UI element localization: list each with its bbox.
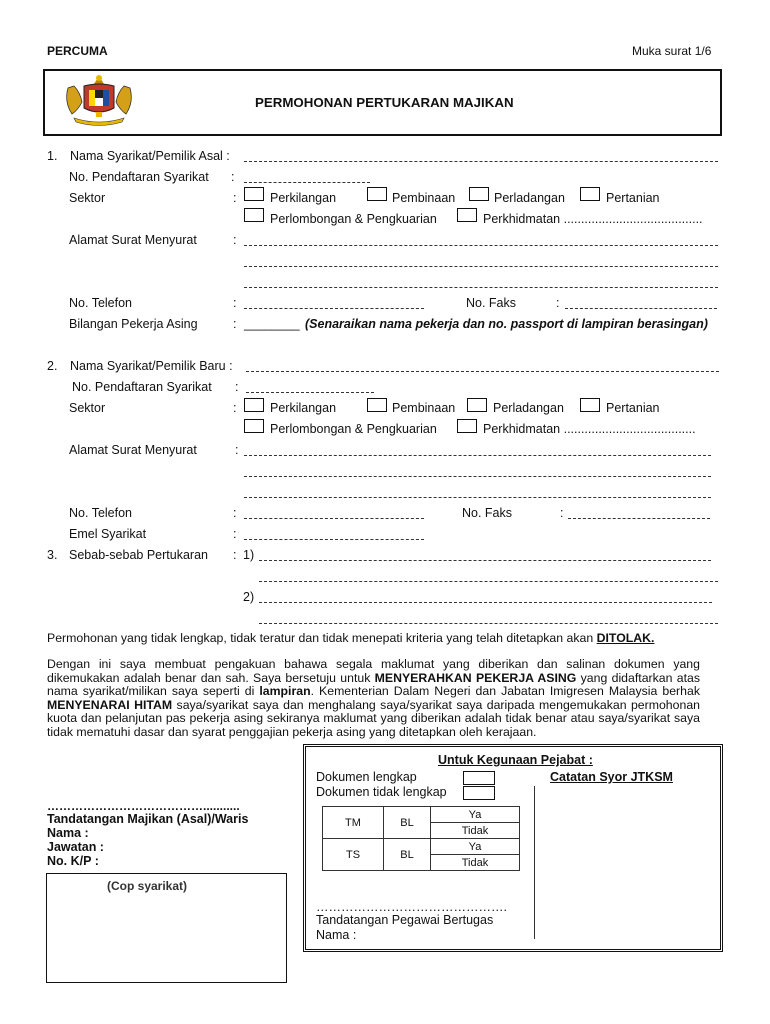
s1-address-line-1[interactable]	[244, 245, 718, 246]
s2-reg-label: No. Pendaftaran Syarikat	[72, 380, 212, 394]
s2-sector-colon: :	[233, 401, 237, 415]
s2-sector-perlombongan: Perlombongan & Pengkuarian	[270, 422, 437, 436]
s1-sector-pertanian: Pertanian	[606, 191, 660, 205]
s2-checkbox-perlombongan[interactable]	[244, 419, 264, 433]
s1-reg-colon: :	[231, 170, 235, 184]
employer-signature-dots[interactable]: …………………………………...........	[47, 799, 240, 813]
section3-number: 3.	[47, 548, 58, 562]
declaration-part-1: Dengan ini saya membuat pengakuan bahawa segala maklumat yang diberikan dan salinan dokumen yang dikemukakan adalah benar dan sah. Saya bersetuju untuk	[47, 657, 700, 685]
s1-address-colon: :	[233, 233, 237, 247]
s1-fax-label: No. Faks	[466, 296, 517, 310]
s1-phone-field[interactable]	[244, 308, 424, 309]
s2-sector-perladangan: Perladangan	[493, 401, 564, 415]
page-number: Muka surat 1/6	[632, 44, 712, 58]
s1-reg-label: No. Pendaftaran Syarikat	[69, 170, 209, 184]
notice-rejected: DITOLAK.	[596, 631, 655, 645]
s2-phone-colon: :	[233, 506, 237, 520]
s1-checkbox-pembinaan[interactable]	[367, 187, 387, 201]
notice-text: Permohonan yang tidak lengkap, tidak teratur dan tidak menepati kriteria yang telah ditetapkan akan	[47, 631, 597, 645]
officer-signature-label: Tandatangan Pegawai Bertugas	[316, 913, 494, 927]
s2-email-colon: :	[233, 527, 237, 541]
s1-name-field[interactable]	[244, 161, 718, 162]
s1-checkbox-perlombongan[interactable]	[244, 208, 264, 222]
s2-address-line-2[interactable]	[244, 476, 711, 477]
jtksm-notes-title: Catatan Syor JTKSM	[550, 770, 673, 784]
s2-sector-pertanian: Pertanian	[606, 401, 660, 415]
s3-label: Sebab-sebab Pertukaran	[69, 548, 208, 562]
s2-sector-label: Sektor	[69, 401, 106, 415]
s2-sector-perkhidmatan: Perkhidmatan ......................................	[483, 422, 696, 436]
s2-name-field[interactable]	[246, 371, 719, 372]
s1-phone-colon: :	[233, 296, 237, 310]
s2-checkbox-pembinaan[interactable]	[367, 398, 387, 412]
s1-address-line-3[interactable]	[244, 287, 718, 288]
office-divider	[534, 786, 535, 939]
free-label: PERCUMA	[47, 44, 108, 58]
s3-reason1-line-2[interactable]	[259, 581, 718, 582]
s2-checkbox-perkhidmatan[interactable]	[457, 419, 477, 433]
employer-name-label: Nama :	[47, 826, 89, 840]
s2-fax-label: No. Faks	[462, 506, 513, 520]
officer-name-label: Nama :	[316, 928, 357, 942]
s1-fax-field[interactable]	[565, 308, 717, 309]
s1-address-line-2[interactable]	[244, 266, 718, 267]
s1-name-label: Nama Syarikat/Pemilik Asal :	[70, 149, 230, 163]
s3-item1-number: 1)	[243, 548, 255, 562]
s2-phone-label: No. Telefon	[69, 506, 133, 520]
s2-sector-perkilangan: Perkilangan	[270, 401, 337, 415]
s3-reason2-line-1[interactable]	[259, 602, 712, 603]
declaration-blacklist: MENYENARAI HITAM	[47, 697, 173, 712]
docs-complete-label: Dokumen lengkap	[316, 770, 417, 784]
docs-incomplete-label: Dokumen tidak lengkap	[316, 785, 447, 799]
form-title: PERMOHONAN PERTUKARAN MAJIKAN	[255, 95, 514, 110]
s2-sector-pembinaan: Pembinaan	[392, 401, 456, 415]
incomplete-notice	[47, 631, 654, 645]
employer-position-label: Jawatan :	[47, 840, 104, 854]
s2-fax-field[interactable]	[568, 518, 710, 519]
s2-email-field[interactable]	[244, 539, 424, 540]
s1-fax-colon: :	[556, 296, 560, 310]
s2-name-label: Nama Syarikat/Pemilik Baru :	[70, 359, 233, 373]
s1-workers-note: (Senaraikan nama pekerja dan no. passport di lampiran berasingan)	[305, 317, 708, 331]
s2-phone-field[interactable]	[244, 518, 424, 519]
s1-sector-perlombongan: Perlombongan & Pengkuarian	[270, 212, 437, 226]
s1-checkbox-pertanian[interactable]	[580, 187, 600, 201]
s2-address-line-1[interactable]	[244, 455, 711, 456]
s2-checkbox-perkilangan[interactable]	[244, 398, 264, 412]
s1-workers-label: Bilangan Pekerja Asing	[69, 317, 198, 331]
table-cell-yes-2[interactable]: Ya	[431, 839, 520, 855]
s1-phone-label: No. Telefon	[69, 296, 133, 310]
officer-signature-dots[interactable]: ……………………………………….	[316, 900, 507, 914]
section1-number: 1.	[47, 149, 58, 163]
s2-address-line-3[interactable]	[244, 497, 711, 498]
s1-sector-label: Sektor	[69, 191, 106, 205]
s3-reason2-line-2[interactable]	[259, 623, 718, 624]
s3-reason1-line-1[interactable]	[259, 560, 711, 561]
office-status-table	[322, 806, 520, 871]
table-cell-yes-1[interactable]: Ya	[431, 807, 520, 823]
s1-sector-pembinaan: Pembinaan	[392, 191, 456, 205]
table-cell-no-2[interactable]: Tidak	[431, 855, 520, 871]
s2-checkbox-pertanian[interactable]	[580, 398, 600, 412]
s2-checkbox-perladangan[interactable]	[467, 398, 487, 412]
s1-reg-field[interactable]	[244, 182, 370, 183]
table-cell-no-1[interactable]: Tidak	[431, 823, 520, 839]
s1-checkbox-perkilangan[interactable]	[244, 187, 264, 201]
s2-address-label: Alamat Surat Menyurat	[69, 443, 197, 457]
s2-address-colon: :	[235, 443, 239, 457]
s3-colon: :	[233, 548, 237, 562]
declaration-paragraph	[47, 658, 700, 740]
employer-signature-label: Tandatangan Majikan (Asal)/Waris	[47, 812, 249, 826]
declaration-part-2: yang didaftarkan atas nama syarikat/milikan saya seperti di	[47, 670, 700, 699]
declaration-part-3: . Kementerian Dalam Negeri dan Jabatan Imigresen Malaysia berhak	[310, 684, 700, 699]
table-cell-ts: TS	[323, 839, 384, 871]
table-cell-bl-2: BL	[384, 839, 431, 871]
s1-address-label: Alamat Surat Menyurat	[69, 233, 197, 247]
s1-checkbox-perkhidmatan[interactable]	[457, 208, 477, 222]
s1-sector-perkilangan: Perkilangan	[270, 191, 337, 205]
table-cell-tm: TM	[323, 807, 384, 839]
s2-fax-colon: :	[560, 506, 564, 520]
s2-reg-colon: :	[235, 380, 239, 394]
s2-email-label: Emel Syarikat	[69, 527, 147, 541]
section2-number: 2.	[47, 359, 58, 373]
office-use-title: Untuk Kegunaan Pejabat :	[438, 753, 593, 767]
s1-sector-colon: :	[233, 191, 237, 205]
declaration-attachment: lampiran	[259, 684, 311, 699]
s1-checkbox-perladangan[interactable]	[469, 187, 489, 201]
declaration-surrender: MENYERAHKAN PEKERJA ASING	[374, 670, 577, 685]
declaration-part-4: saya/syarikat saya dan menghalang saya/syarikat saya daripada mengemukakan permohonan kuota dan pelanjutan pas pekerja asing sekiranya maklumat yang diberikan adalah tidak benar atau saya/syarikat saya tidak mematuhi dasar dan syarat penggajian pekerja asing yang ditetapkan oleh kerajaan.	[47, 697, 701, 739]
docs-incomplete-box[interactable]	[463, 786, 495, 800]
s1-workers-colon: :	[233, 317, 237, 331]
s1-workers-field[interactable]: ________	[244, 317, 300, 331]
s1-sector-perladangan: Perladangan	[494, 191, 565, 205]
s3-item2-number: 2)	[243, 590, 255, 604]
employer-ic-label: No. K/P :	[47, 854, 99, 868]
s1-sector-perkhidmatan: Perkhidmatan ........................................	[483, 212, 703, 226]
table-cell-bl-1: BL	[384, 807, 431, 839]
company-stamp-label: (Cop syarikat)	[107, 879, 188, 893]
s2-reg-field[interactable]	[246, 392, 374, 393]
malaysia-crest-icon	[60, 72, 138, 128]
docs-complete-box[interactable]	[463, 771, 495, 785]
